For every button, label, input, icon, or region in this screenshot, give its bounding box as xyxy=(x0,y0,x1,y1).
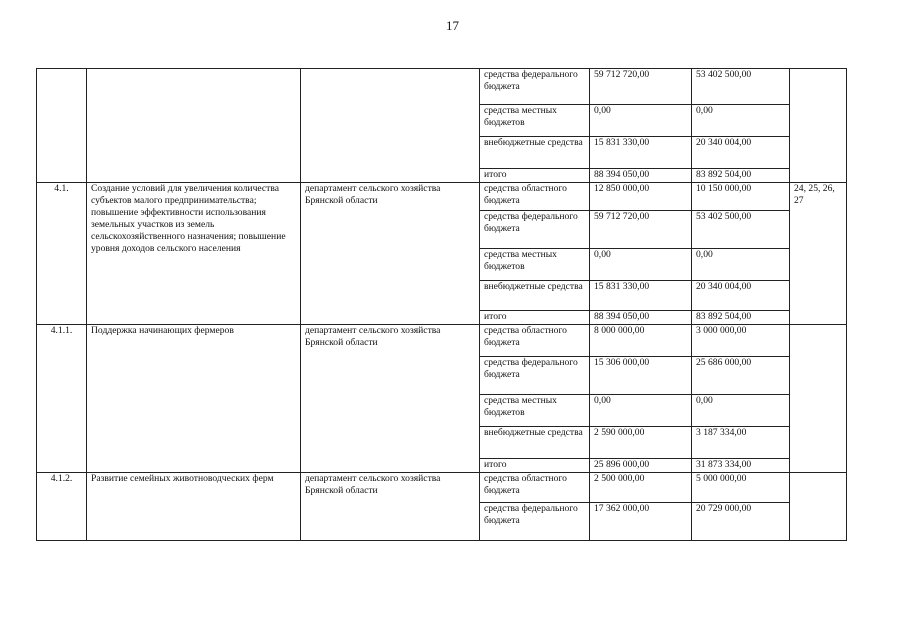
value-year-1: 8 000 000,00 xyxy=(590,325,692,357)
funding-source: средства федерального бюджета xyxy=(480,211,590,249)
table-row xyxy=(37,325,847,357)
value-year-2: 83 892 504,00 xyxy=(692,311,790,325)
indicators xyxy=(790,473,847,541)
value-year-1: 0,00 xyxy=(590,249,692,281)
table-row xyxy=(37,473,847,503)
budget-table xyxy=(36,68,847,541)
table-row xyxy=(37,69,847,105)
value-year-2: 10 150 000,00 xyxy=(692,183,790,211)
indicators: 24, 25, 26, 27 xyxy=(790,183,847,325)
value-year-2: 3 187 334,00 xyxy=(692,427,790,459)
indicators xyxy=(790,325,847,473)
funding-source: средства областного бюджета xyxy=(480,183,590,211)
activity-name: Поддержка начинающих фермеров xyxy=(87,325,301,473)
value-year-2: 0,00 xyxy=(692,395,790,427)
value-year-1: 0,00 xyxy=(590,105,692,137)
value-year-1: 59 712 720,00 xyxy=(590,211,692,249)
row-number xyxy=(37,69,87,183)
value-year-1: 59 712 720,00 xyxy=(590,69,692,105)
funding-source: внебюджетные средства xyxy=(480,427,590,459)
value-year-2: 0,00 xyxy=(692,249,790,281)
value-year-1: 88 394 050,00 xyxy=(590,311,692,325)
funding-source: итого xyxy=(480,311,590,325)
table-row xyxy=(37,183,847,211)
value-year-1: 88 394 050,00 xyxy=(590,169,692,183)
value-year-1: 15 306 000,00 xyxy=(590,357,692,395)
executor xyxy=(301,69,480,183)
funding-source: итого xyxy=(480,169,590,183)
funding-source: средства федерального бюджета xyxy=(480,503,590,541)
value-year-1: 12 850 000,00 xyxy=(590,183,692,211)
funding-source: средства федерального бюджета xyxy=(480,69,590,105)
funding-source: средства областного бюджета xyxy=(480,325,590,357)
value-year-1: 25 896 000,00 xyxy=(590,459,692,473)
row-number: 4.1. xyxy=(37,183,87,325)
row-number: 4.1.1. xyxy=(37,325,87,473)
page-number: 17 xyxy=(446,18,459,33)
funding-source: средства областного бюджета xyxy=(480,473,590,503)
value-year-2: 31 873 334,00 xyxy=(692,459,790,473)
value-year-1: 0,00 xyxy=(590,395,692,427)
row-number: 4.1.2. xyxy=(37,473,87,541)
activity-name: Развитие семейных животноводческих ферм xyxy=(87,473,301,541)
indicators xyxy=(790,69,847,183)
funding-source: итого xyxy=(480,459,590,473)
value-year-2: 0,00 xyxy=(692,105,790,137)
value-year-2: 3 000 000,00 xyxy=(692,325,790,357)
funding-source: средства федерального бюджета xyxy=(480,357,590,395)
value-year-2: 20 340 004,00 xyxy=(692,281,790,311)
value-year-1: 15 831 330,00 xyxy=(590,137,692,169)
value-year-2: 53 402 500,00 xyxy=(692,211,790,249)
activity-name xyxy=(87,69,301,183)
value-year-2: 53 402 500,00 xyxy=(692,69,790,105)
value-year-2: 5 000 000,00 xyxy=(692,473,790,503)
executor: департамент сельского хозяйства Брянской области xyxy=(301,473,480,541)
executor: департамент сельского хозяйства Брянской области xyxy=(301,183,480,325)
value-year-2: 20 340 004,00 xyxy=(692,137,790,169)
value-year-1: 15 831 330,00 xyxy=(590,281,692,311)
value-year-1: 17 362 000,00 xyxy=(590,503,692,541)
executor: департамент сельского хозяйства Брянской области xyxy=(301,325,480,473)
value-year-2: 25 686 000,00 xyxy=(692,357,790,395)
funding-source: внебюджетные средства xyxy=(480,281,590,311)
funding-source: средства местных бюджетов xyxy=(480,105,590,137)
activity-name: Создание условий для увеличения количества субъектов малого предпринимательства; повышение эффективности использования земельных участков из земель сельскохозяйственного назначения; повышение уровня доходов сельского населения xyxy=(87,183,301,325)
funding-source: средства местных бюджетов xyxy=(480,249,590,281)
value-year-2: 83 892 504,00 xyxy=(692,169,790,183)
value-year-1: 2 500 000,00 xyxy=(590,473,692,503)
funding-source: средства местных бюджетов xyxy=(480,395,590,427)
value-year-2: 20 729 000,00 xyxy=(692,503,790,541)
value-year-1: 2 590 000,00 xyxy=(590,427,692,459)
funding-source: внебюджетные средства xyxy=(480,137,590,169)
